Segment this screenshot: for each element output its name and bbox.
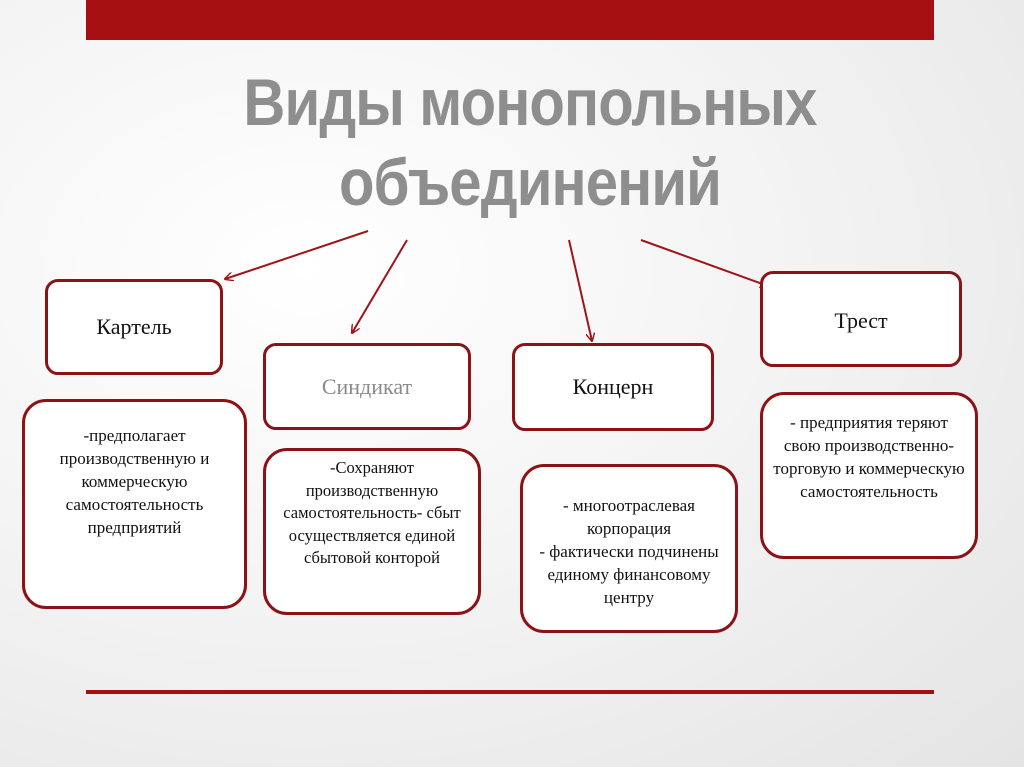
trest-description: - предприятия теряют свою производственно-торговую и коммерческую самостоятельность (773, 413, 965, 501)
kartel-heading-box (45, 279, 223, 375)
sindikat-description-box (263, 448, 481, 615)
arrow-to-koncern (569, 240, 592, 341)
koncern-heading: Концерн (572, 374, 654, 399)
title-line-2: объединений (338, 145, 722, 219)
arrow-to-trest (641, 240, 768, 286)
kartel-description: -предполагает производственную и коммерческую самостоятельность предприятий (59, 426, 210, 537)
sindikat-heading-box (263, 343, 471, 430)
koncern-description-box (520, 464, 738, 633)
trest-heading-box (760, 271, 962, 367)
kartel-description-box (22, 399, 247, 609)
sindikat-description: -Сохраняют производственную самостоятельность- сбыт осуществляется единой сбытовой конторой (283, 458, 461, 567)
title-line-1: Виды монопольных (243, 65, 817, 139)
bottom-divider (86, 690, 934, 694)
sindikat-heading: Синдикат (321, 373, 413, 399)
kartel-heading: Картель (96, 314, 172, 339)
arrow-to-kartel (225, 231, 368, 279)
arrow-to-sindikat (352, 240, 407, 333)
koncern-heading-box (512, 343, 714, 431)
trest-heading: Трест (834, 308, 888, 333)
koncern-description: - многоотраслевая корпорация - фактически подчинены единому финансовому центру (539, 496, 719, 607)
trest-description-box (760, 392, 978, 559)
